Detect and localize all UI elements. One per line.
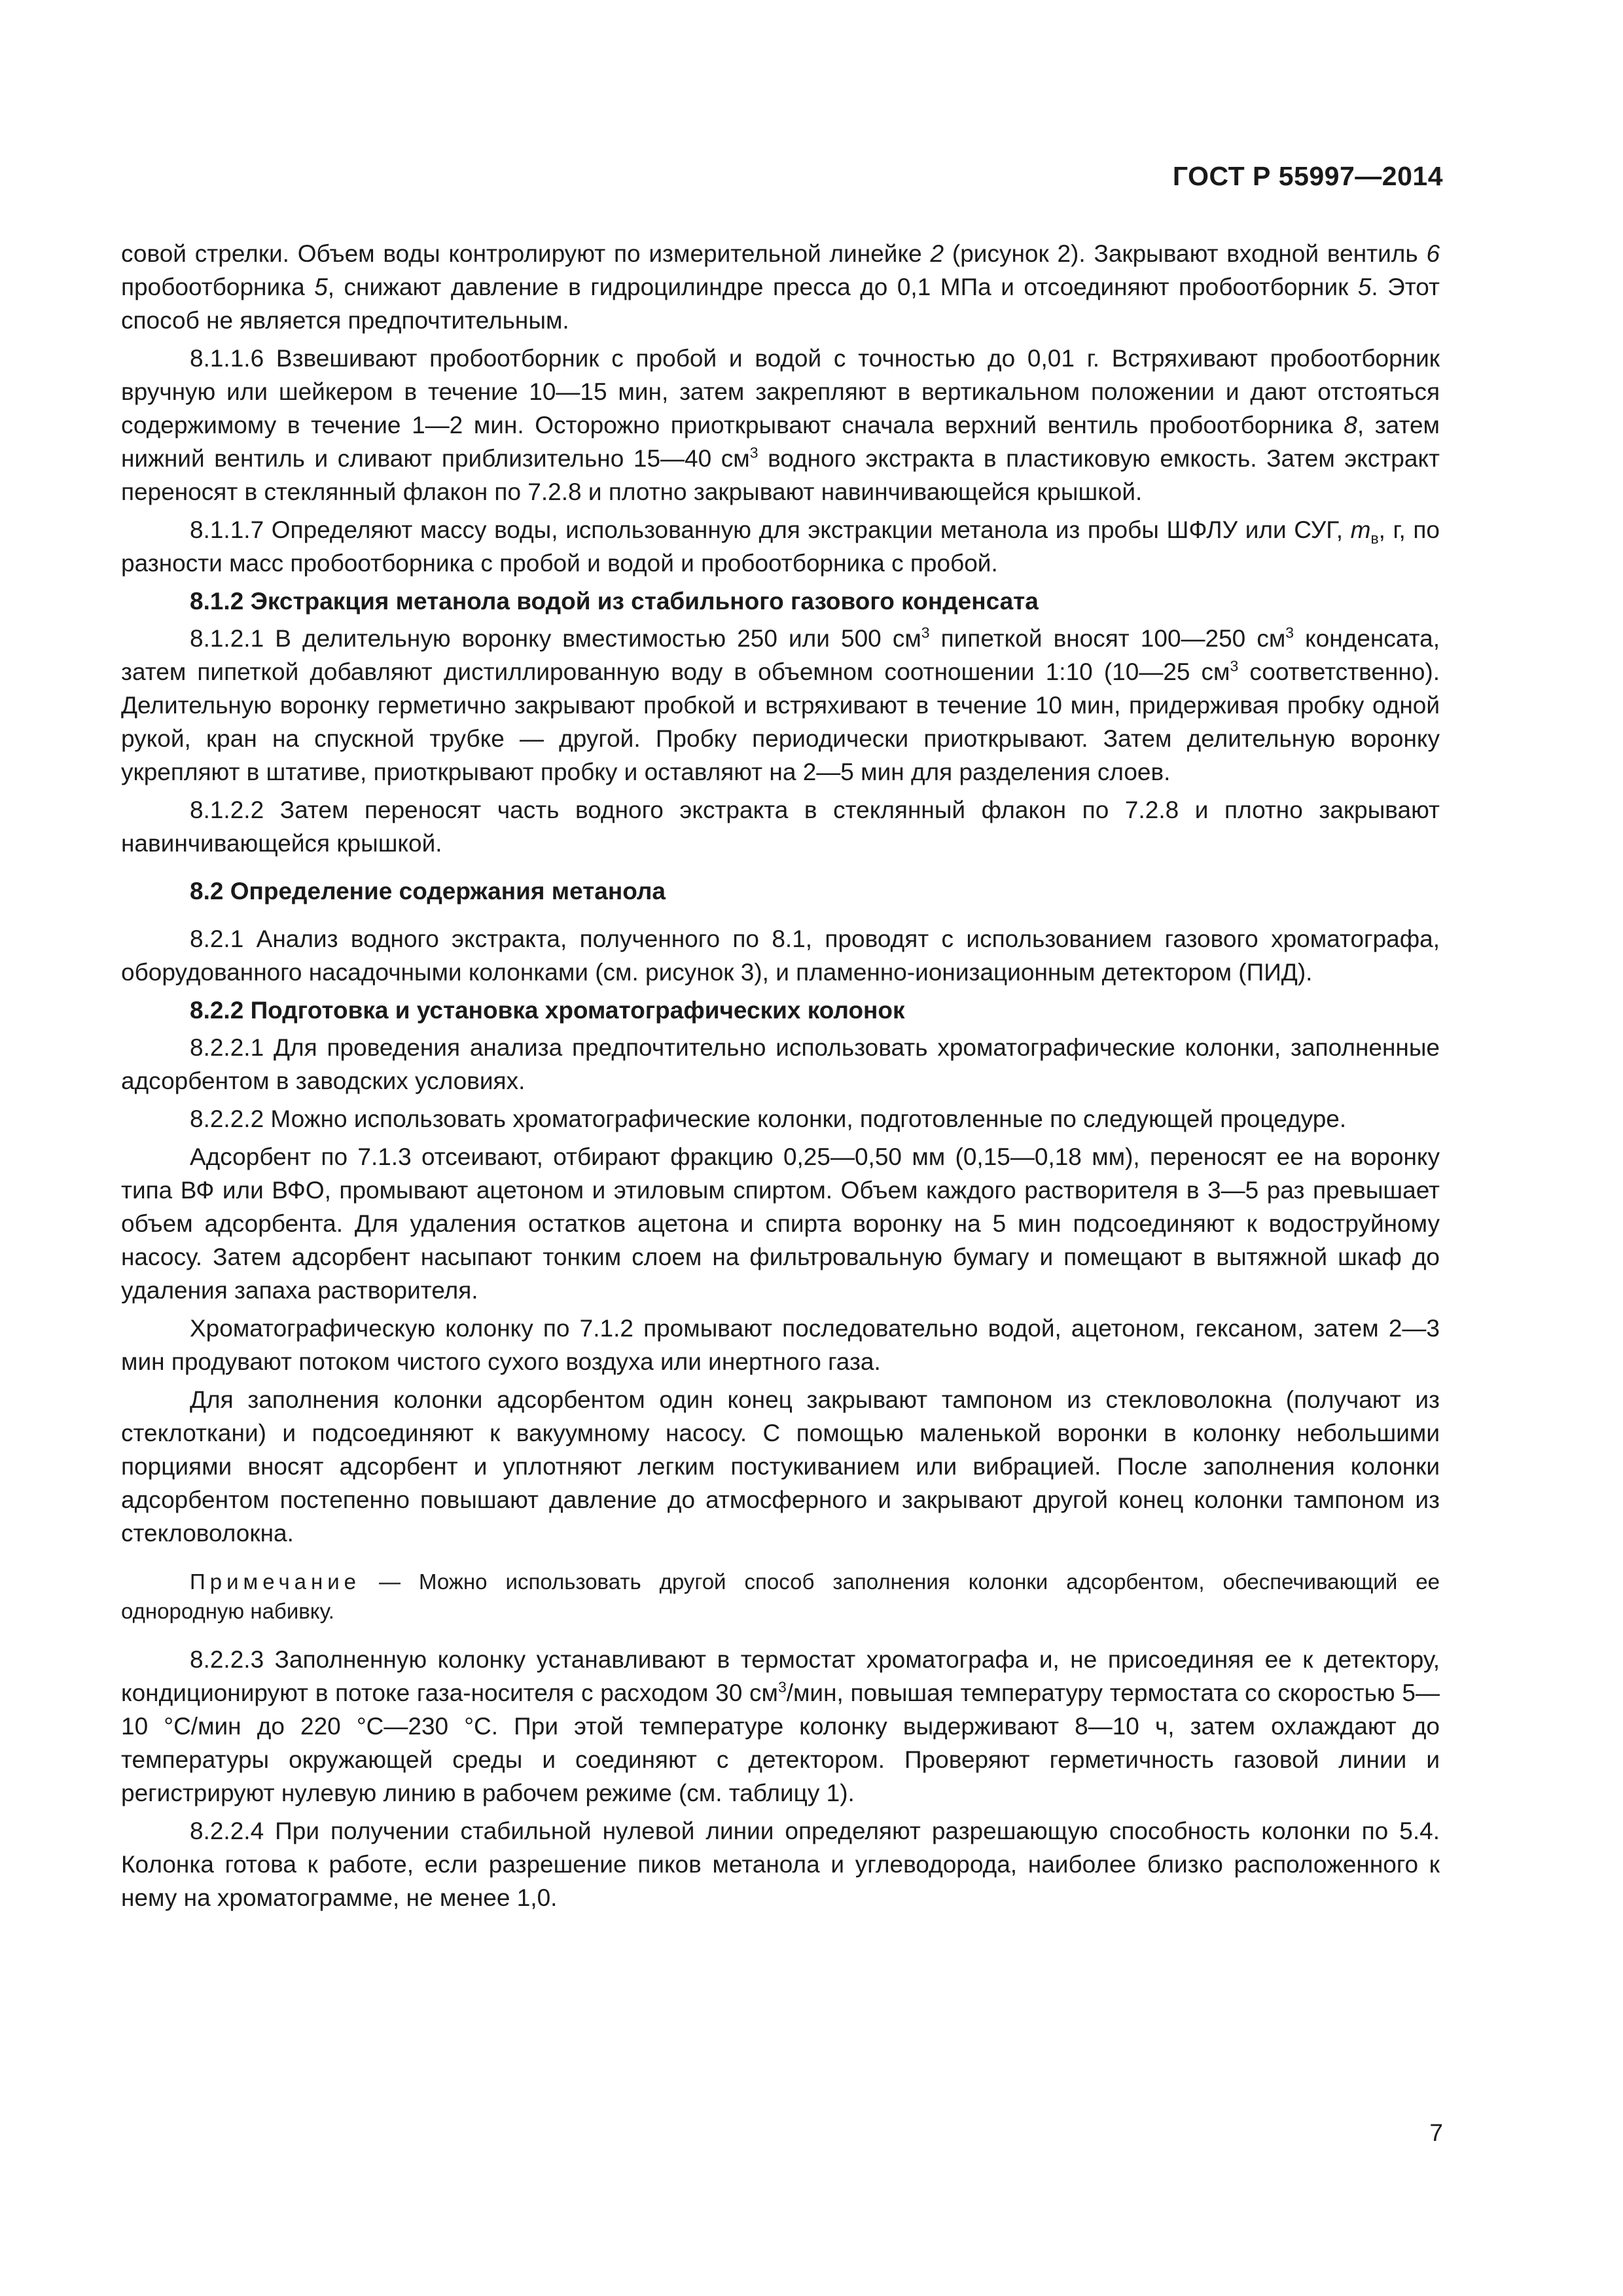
heading-8-2-2: 8.2.2 Подготовка и установка хроматографических колонок <box>190 997 905 1024</box>
paragraph-8-2-2-1: 8.2.2.1 Для проведения анализа предпочтительно использовать хроматографические колонки, заполненные адсорбентом в заводских условиях. <box>121 1034 1440 1094</box>
standard-header: ГОСТ Р 55997—2014 <box>1172 161 1443 191</box>
paragraph-8-2-2-4: 8.2.2.4 При получении стабильной нулевой линии определяют разрешающую способность колонки по 5.4. Колонка готова к работе, если разрешение пиков метанола и углеводорода, наиболее близко расположенного к нему на хроматограмме, не менее 1,0. <box>121 1818 1440 1911</box>
paragraph-column-wash: Хроматографическую колонку по 7.1.2 промывают последовательно водой, ацетоном, гексаном, затем 2—3 мин продувают потоком чистого сухого воздуха или инертного газа. <box>121 1315 1440 1375</box>
heading-8-1-2: 8.1.2 Экстракция метанола водой из стабильного газового конденсата <box>190 588 1039 615</box>
note-text: — Можно использовать другой способ заполнения колонки адсорбентом, обеспечивающий ее однородную набивку. <box>121 1570 1440 1623</box>
paragraph-8-2-2-2: 8.2.2.2 Можно использовать хроматографические колонки, подготовленные по следующей процедуре. <box>190 1105 1347 1132</box>
paragraph-8-1-1-7: 8.1.1.7 Определяют массу воды, использованную для экстракции метанола из пробы ШФЛУ или СУГ, $m_в$, г, по разности масс пробоотборника с пробой и водой и пробоотборника с пробой. <box>121 516 1440 577</box>
paragraph-8-2-1: 8.2.1 Анализ водного экстракта, полученного по 8.1, проводят с использованием газового хроматографа, оборудованного насадочными колонками (см. рисунок 3), и пламенно-ионизационным детектором (ПИД). <box>121 925 1440 986</box>
paragraph-adsorbent: Адсорбент по 7.1.3 отсеивают, отбирают фракцию 0,25—0,50 мм (0,15—0,18 мм), переносят ее на воронку типа ВФ или ВФО, промывают ацетоном и этиловым спиртом. Объем каждого растворителя в 3—5 раз превышает объем адсорбента. Для удаления остатков ацетона и спирта воронку на 5 мин подсоединяют к водоструйному насосу. Затем адсорбент насыпают тонким слоем на фильтровальную бумагу и помещают в вытяжной шкаф до удаления запаха растворителя. <box>121 1143 1440 1304</box>
document-body <box>121 237 1440 1919</box>
paragraph-8-1-1-6: 8.1.1.6 Взвешивают пробоотборник с пробой и водой с точностью до 0,01 г. Встряхивают пробоотборник вручную или шейкером в течение 10—15 мин, затем закрепляют в вертикальном положении и дают отстояться содержимому в течение 1—2 мин. Осторожно приоткрывают сначала верхний вентиль пробоотборника 8, затем нижний вентиль и сливают приблизительно 15—40 $см^3$ водного экстракта в пластиковую емкость. Затем экстракт переносят в стеклянный флакон по 7.2.8 и плотно закрывают навинчивающейся крышкой. <box>121 345 1440 505</box>
page-number: 7 <box>1429 2119 1443 2146</box>
note-label: Примечание <box>190 1570 361 1594</box>
heading-8-2: 8.2 Определение содержания метанола <box>190 878 666 905</box>
paragraph-column-fill: Для заполнения колонки адсорбентом один конец закрывают тампоном из стекловолокна (получают из стеклоткани) и подсоединяют к вакуумному насосу. С помощью маленькой воронки в колонку небольшими порциями вносят адсорбент и уплотняют легким постукиванием или вибрацией. После заполнения колонки адсорбентом постепенно повышают давление до атмосферного и закрывают другой конец колонки тампоном из стекловолокна. <box>121 1386 1440 1547</box>
paragraph-8-1-2-2: 8.1.2.2 Затем переносят часть водного экстракта в стеклянный флакон по 7.2.8 и плотно закрывают навинчивающейся крышкой. <box>121 797 1440 857</box>
note <box>121 1567 1440 1626</box>
paragraph-continuation: совой стрелки. Объем воды контролируют по измерительной линейке 2 (рисунок 2). Закрывают входной вентиль 6 пробоотборника 5, снижают давление в гидроцилиндре пресса до 0,1 МПа и отсоединяют пробоотборник 5. Этот способ не является предпочтительным. <box>121 240 1440 334</box>
paragraph-8-1-2-1: 8.1.2.1 В делительную воронку вместимостью 250 или 500 $см^3$ пипеткой вносят 100—250 $см^3$ конденсата, затем пипеткой добавляют дистиллированную воду в объемном соотношении 1:10 (10—25 $см^3$ соответственно). Делительную воронку герметично закрывают пробкой и встряхивают в течение 10 мин, придерживая пробку одной рукой, кран на спускной трубке — другой. Пробку периодически приоткрывают. Затем делительную воронку укрепляют в штативе, приоткрывают пробку и оставляют на 2—5 мин для разделения слоев. <box>121 624 1440 785</box>
paragraph-8-2-2-3: 8.2.2.3 Заполненную колонку устанавливают в термостат хроматографа и, не присоединяя ее к детектору, кондиционируют в потоке газа-носителя с расходом 30 $см^3$/мин, повышая температуру термостата со скоростью 5—10 °С/мин до 220 °С—230 °С. При этой температуре колонку выдерживают 8—10 ч, затем охлаждают до температуры окружающей среды и соединяют с детектором. Проверяют герметичность газовой линии и регистрируют нулевую линию в рабочем режиме (см. таблицу 1). <box>121 1646 1440 1806</box>
